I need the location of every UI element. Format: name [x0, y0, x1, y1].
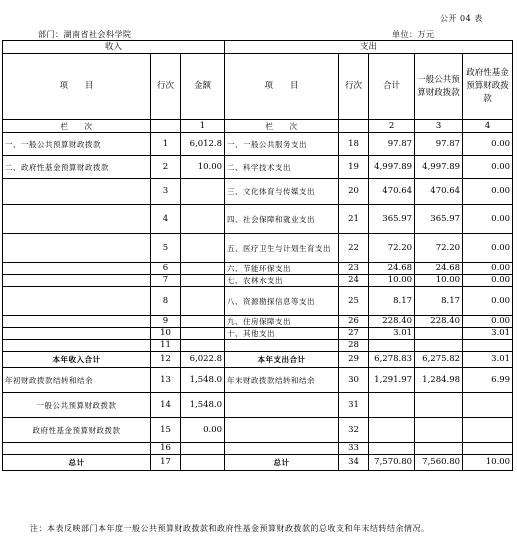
expense-total-cell: 3.01	[369, 328, 415, 340]
income-amount-cell: 1,548.0	[181, 368, 225, 393]
income-rowno-cell: 4	[151, 205, 181, 234]
income-rowno-cell: 2	[151, 156, 181, 179]
expense-rowno-cell: 27	[339, 328, 369, 340]
expense-rowno-cell: 21	[339, 205, 369, 234]
expense-total-cell: 97.87	[369, 133, 415, 156]
expense-item-cell: 四、社会保障和就业支出	[225, 205, 339, 234]
col-number-3: 3	[415, 120, 463, 133]
income-item-cell: 一般公共预算财政拨款	[3, 393, 151, 418]
table-row	[3, 234, 513, 263]
expense-total-cell: 470.64	[369, 179, 415, 205]
table-row	[3, 156, 513, 179]
income-amount-cell	[181, 287, 225, 316]
income-amount-cell	[181, 328, 225, 340]
expense-total-cell: 10.00	[369, 275, 415, 287]
income-item-cell	[3, 328, 151, 340]
income-rowno-cell: 8	[151, 287, 181, 316]
income-item-cell	[3, 179, 151, 205]
expense-total-cell: 7,570.80	[369, 455, 415, 471]
income-amount-header: 金额	[181, 54, 225, 120]
expense-fund-cell: 10.00	[463, 455, 513, 471]
income-item-cell	[3, 443, 151, 455]
table-row	[3, 179, 513, 205]
expense-item-header: 项 目	[225, 54, 339, 120]
table-row	[3, 418, 513, 443]
expense-general-cell: 228.40	[415, 316, 463, 328]
expense-total-cell: 228.40	[369, 316, 415, 328]
footnote: 注：本表反映部门本年度一般公共预算财政拨款和政府性基金预算财政拨款的总收支和年末结转结余情况。	[30, 524, 430, 533]
expense-fund-cell: 3.01	[463, 352, 513, 368]
expense-general-cell: 1,284.98	[415, 368, 463, 393]
expense-general-cell: 97.87	[415, 133, 463, 156]
income-section-header: 收入	[3, 41, 225, 54]
income-item-cell	[3, 340, 151, 352]
income-item-cell	[3, 275, 151, 287]
income-rowno-cell: 15	[151, 418, 181, 443]
income-amount-cell: 6,022.8	[181, 352, 225, 368]
income-rowno-cell: 12	[151, 352, 181, 368]
expense-item-cell: 年末财政拨款结转和结余	[225, 368, 339, 393]
expense-item-cell: 七、农林水支出	[225, 275, 339, 287]
income-amount-cell	[181, 443, 225, 455]
expense-general-cell: 72.20	[415, 234, 463, 263]
expense-item-cell: 总计	[225, 455, 339, 471]
empty-cell	[151, 120, 181, 133]
income-amount-cell	[181, 205, 225, 234]
expense-total-cell: 72.20	[369, 234, 415, 263]
expense-rowno-cell: 26	[339, 316, 369, 328]
expense-item-cell: 九、住房保障支出	[225, 316, 339, 328]
expense-total-cell: 6,278.83	[369, 352, 415, 368]
expense-rowno-cell: 18	[339, 133, 369, 156]
income-rowno-cell: 3	[151, 179, 181, 205]
expense-item-cell: 一、一般公共服务支出	[225, 133, 339, 156]
expense-fund-cell	[463, 418, 513, 443]
table-row	[3, 393, 513, 418]
income-rowno-cell: 10	[151, 328, 181, 340]
income-item-cell: 年初财政拨款结转和结余	[3, 368, 151, 393]
expense-fund-cell: 6.99	[463, 368, 513, 393]
expense-fund-cell: 0.00	[463, 234, 513, 263]
income-amount-cell	[181, 275, 225, 287]
expense-fund-cell: 0.00	[463, 287, 513, 316]
expense-rowno-cell: 29	[339, 352, 369, 368]
empty-cell	[339, 120, 369, 133]
expense-general-cell: 6,275.82	[415, 352, 463, 368]
expense-total-cell: 4,997.89	[369, 156, 415, 179]
income-rowno-header: 行次	[151, 54, 181, 120]
income-rowno-cell: 14	[151, 393, 181, 418]
income-item-header: 项 目	[3, 54, 151, 120]
income-amount-cell: 6,012.8	[181, 133, 225, 156]
expense-fund-cell: 0.00	[463, 179, 513, 205]
expense-rowno-cell: 31	[339, 393, 369, 418]
income-amount-cell	[181, 455, 225, 471]
expense-fund-cell: 3.01	[463, 328, 513, 340]
expense-general-cell	[415, 418, 463, 443]
income-rowno-cell: 11	[151, 340, 181, 352]
income-rowno-cell: 7	[151, 275, 181, 287]
expense-section-header: 支出	[225, 41, 513, 54]
expense-item-cell: 十、其他支出	[225, 328, 339, 340]
income-rowno-cell: 13	[151, 368, 181, 393]
expense-fund-cell: 0.00	[463, 133, 513, 156]
expense-fund-cell: 0.00	[463, 263, 513, 275]
income-item-cell: 一、一般公共预算财政拨款	[3, 133, 151, 156]
expense-fund-cell	[463, 443, 513, 455]
income-item-cell	[3, 263, 151, 275]
expense-total-header: 合计	[369, 54, 415, 120]
expense-item-cell: 二、科学技术支出	[225, 156, 339, 179]
table-row	[3, 340, 513, 352]
col-number-2: 2	[369, 120, 415, 133]
expense-rowno-cell: 23	[339, 263, 369, 275]
table-row	[3, 368, 513, 393]
table-row	[3, 455, 513, 471]
income-rowno-cell: 1	[151, 133, 181, 156]
expense-general-cell: 24.68	[415, 263, 463, 275]
department-label: 部门：湖南省社会科学院	[38, 30, 132, 39]
income-item-cell	[3, 205, 151, 234]
income-amount-cell	[181, 179, 225, 205]
income-amount-cell	[181, 263, 225, 275]
budget-table	[2, 40, 513, 471]
table-row	[3, 316, 513, 328]
income-rowno-cell: 16	[151, 443, 181, 455]
expense-rowno-cell: 28	[339, 340, 369, 352]
expense-item-cell	[225, 443, 339, 455]
expense-total-cell	[369, 393, 415, 418]
table-row	[3, 352, 513, 368]
expense-general-cell: 470.64	[415, 179, 463, 205]
income-rowno-cell: 6	[151, 263, 181, 275]
income-col-label: 栏 次	[3, 120, 151, 133]
income-amount-cell: 1,548.0	[181, 393, 225, 418]
expense-item-cell	[225, 418, 339, 443]
expense-fund-cell: 0.00	[463, 156, 513, 179]
expense-fund-cell: 0.00	[463, 275, 513, 287]
expense-total-cell	[369, 418, 415, 443]
income-rowno-cell: 17	[151, 455, 181, 471]
expense-fund-cell	[463, 393, 513, 418]
expense-general-cell	[415, 443, 463, 455]
unit-label: 单位：万元	[392, 30, 435, 39]
table-row	[3, 275, 513, 287]
expense-general-cell	[415, 328, 463, 340]
expense-rowno-cell: 34	[339, 455, 369, 471]
expense-item-cell	[225, 340, 339, 352]
expense-item-cell	[225, 393, 339, 418]
income-amount-cell: 0.00	[181, 418, 225, 443]
expense-rowno-cell: 19	[339, 156, 369, 179]
expense-rowno-cell: 22	[339, 234, 369, 263]
expense-total-cell	[369, 443, 415, 455]
expense-rowno-cell: 24	[339, 275, 369, 287]
income-item-cell	[3, 316, 151, 328]
income-amount-cell	[181, 234, 225, 263]
income-rowno-cell: 5	[151, 234, 181, 263]
income-item-cell: 总计	[3, 455, 151, 471]
expense-fund-cell: 0.00	[463, 205, 513, 234]
income-amount-cell	[181, 340, 225, 352]
expense-rowno-cell: 33	[339, 443, 369, 455]
expense-general-cell	[415, 340, 463, 352]
income-amount-cell	[181, 316, 225, 328]
expense-rowno-cell: 30	[339, 368, 369, 393]
income-item-cell	[3, 234, 151, 263]
expense-general-cell: 4,997.89	[415, 156, 463, 179]
income-rowno-cell: 9	[151, 316, 181, 328]
expense-rowno-cell: 20	[339, 179, 369, 205]
table-row	[3, 263, 513, 275]
expense-item-cell: 本年支出合计	[225, 352, 339, 368]
table-row	[3, 287, 513, 316]
expense-total-cell: 24.68	[369, 263, 415, 275]
expense-item-cell: 五、医疗卫生与计划生育支出	[225, 234, 339, 263]
expense-rowno-cell: 32	[339, 418, 369, 443]
expense-general-cell: 365.97	[415, 205, 463, 234]
table-row	[3, 443, 513, 455]
col-number-1: 1	[181, 120, 225, 133]
expense-general-cell: 7,560.80	[415, 455, 463, 471]
table-row	[3, 133, 513, 156]
expense-item-cell: 三、文化体育与传媒支出	[225, 179, 339, 205]
expense-general-cell	[415, 393, 463, 418]
table-row	[3, 328, 513, 340]
expense-item-cell: 六、节能环保支出	[225, 263, 339, 275]
income-item-cell: 本年收入合计	[3, 352, 151, 368]
expense-total-cell: 8.17	[369, 287, 415, 316]
expense-col-label: 栏 次	[225, 120, 339, 133]
expense-total-cell	[369, 340, 415, 352]
income-item-cell: 二、政府性基金预算财政拨款	[3, 156, 151, 179]
income-amount-cell: 10.00	[181, 156, 225, 179]
expense-fund-cell: 0.00	[463, 316, 513, 328]
expense-general-cell: 10.00	[415, 275, 463, 287]
income-item-cell: 政府性基金预算财政拨款	[3, 418, 151, 443]
expense-rowno-cell: 25	[339, 287, 369, 316]
general-budget-header: 一般公共预算财政拨款	[415, 54, 463, 120]
fund-budget-header: 政府性基金预算财政拨款	[463, 54, 513, 120]
income-item-cell	[3, 287, 151, 316]
col-number-4: 4	[463, 120, 513, 133]
expense-item-cell: 八、资源勘探信息等支出	[225, 287, 339, 316]
expense-rowno-header: 行次	[339, 54, 369, 120]
form-number: 公开 04 表	[440, 14, 483, 23]
table-row	[3, 205, 513, 234]
expense-fund-cell	[463, 340, 513, 352]
expense-general-cell: 8.17	[415, 287, 463, 316]
expense-total-cell: 365.97	[369, 205, 415, 234]
expense-total-cell: 1,291.97	[369, 368, 415, 393]
